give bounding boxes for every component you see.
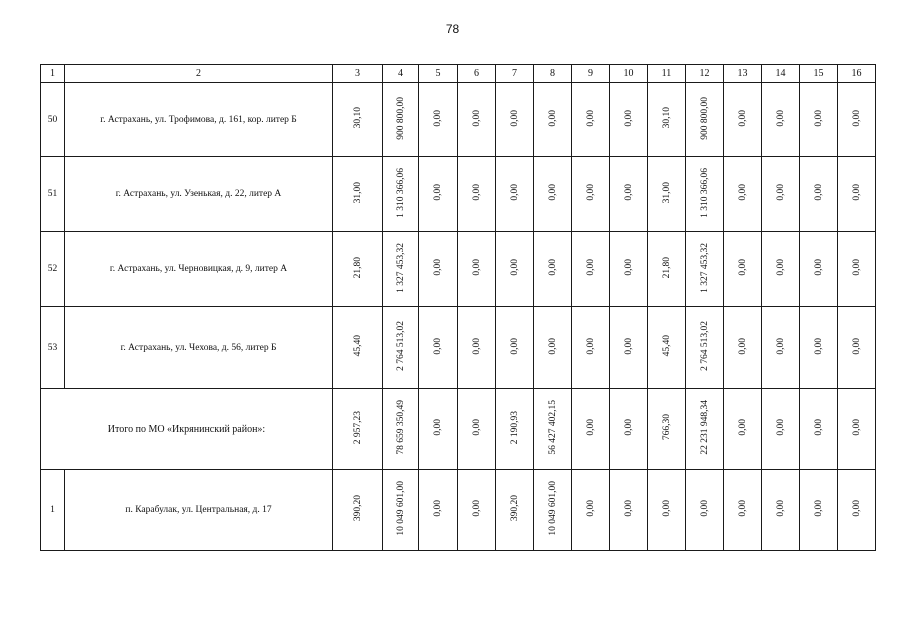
value-cell bbox=[419, 83, 458, 157]
value-cell bbox=[383, 232, 419, 307]
column-number: 16 bbox=[838, 65, 876, 83]
value-text: 2 957,23 bbox=[352, 410, 363, 445]
value-text: 10 049 601,00 bbox=[395, 481, 406, 536]
value-cell bbox=[534, 232, 572, 307]
value-text: 0,00 bbox=[509, 184, 520, 201]
value-cell bbox=[458, 83, 496, 157]
value-text: 0,00 bbox=[585, 419, 596, 436]
column-number: 12 bbox=[686, 65, 724, 83]
total-row bbox=[41, 389, 876, 470]
table-row bbox=[41, 470, 876, 551]
value-text: 0,00 bbox=[623, 419, 634, 436]
value-cell bbox=[383, 83, 419, 157]
value-text: 0,00 bbox=[433, 109, 443, 127]
value-text: 0,00 bbox=[775, 337, 786, 355]
value-cell bbox=[686, 470, 724, 551]
value-text: 0,00 bbox=[547, 337, 558, 355]
row-number: 53 bbox=[41, 307, 65, 389]
value-text: 10 049 601,00 bbox=[547, 481, 558, 536]
value-text: 0,00 bbox=[509, 109, 520, 127]
value-cell bbox=[648, 83, 686, 157]
value-cell bbox=[458, 157, 496, 232]
row-number: 52 bbox=[41, 232, 65, 307]
value-text: 31,00 bbox=[352, 181, 363, 204]
table-row bbox=[41, 83, 876, 157]
column-number: 5 bbox=[419, 65, 458, 83]
value-text: 1 310 366,06 bbox=[699, 167, 710, 218]
value-text: 0,00 bbox=[851, 259, 862, 276]
value-cell bbox=[496, 389, 534, 470]
value-cell bbox=[610, 307, 648, 389]
value-cell bbox=[838, 307, 876, 389]
value-text: 0,00 bbox=[775, 500, 786, 517]
value-cell bbox=[648, 389, 686, 470]
value-text: 30,10 bbox=[661, 107, 672, 129]
value-cell bbox=[572, 307, 610, 389]
value-cell bbox=[383, 389, 419, 470]
value-cell bbox=[496, 157, 534, 232]
value-text: 0,00 bbox=[509, 337, 520, 355]
column-number: 7 bbox=[496, 65, 534, 83]
value-cell bbox=[333, 307, 383, 389]
value-text: 0,00 bbox=[737, 109, 748, 127]
value-text: 22 231 948,34 bbox=[699, 400, 710, 455]
value-text: 21,80 bbox=[661, 256, 672, 279]
value-cell bbox=[572, 232, 610, 307]
value-cell bbox=[419, 157, 458, 232]
value-cell bbox=[762, 83, 800, 157]
value-text: 0,00 bbox=[471, 109, 482, 127]
value-cell bbox=[610, 157, 648, 232]
value-cell bbox=[496, 83, 534, 157]
value-text: 0,00 bbox=[851, 184, 862, 201]
value-text: 0,00 bbox=[471, 184, 482, 201]
column-number: 13 bbox=[724, 65, 762, 83]
value-cell bbox=[800, 389, 838, 470]
value-text: 0,00 bbox=[585, 184, 596, 201]
value-cell bbox=[838, 232, 876, 307]
value-cell bbox=[572, 470, 610, 551]
value-text: 0,00 bbox=[623, 109, 634, 127]
value-cell bbox=[686, 389, 724, 470]
value-text: 0,00 bbox=[813, 337, 824, 355]
value-text: 0,00 bbox=[585, 337, 596, 355]
value-cell bbox=[419, 389, 458, 470]
value-text: 0,00 bbox=[775, 184, 786, 201]
table-row bbox=[41, 157, 876, 232]
value-cell bbox=[383, 470, 419, 551]
value-text: 0,00 bbox=[737, 259, 748, 276]
address-cell: п. Карабулак, ул. Центральная, д. 17 bbox=[65, 470, 333, 551]
value-cell bbox=[838, 389, 876, 470]
value-text: 0,00 bbox=[813, 419, 824, 436]
column-number: 3 bbox=[333, 65, 383, 83]
address-cell: г. Астрахань, ул. Чехова, д. 56, литер Б bbox=[65, 307, 333, 389]
value-text: 0,00 bbox=[775, 109, 786, 127]
value-cell bbox=[762, 307, 800, 389]
value-text: 0,00 bbox=[547, 109, 558, 127]
value-cell bbox=[838, 83, 876, 157]
value-cell bbox=[496, 307, 534, 389]
value-text: 21,80 bbox=[352, 256, 363, 279]
value-cell bbox=[686, 83, 724, 157]
value-text: 0,00 bbox=[623, 259, 634, 276]
value-text: 766,30 bbox=[661, 414, 672, 441]
table-row bbox=[41, 307, 876, 389]
value-cell bbox=[534, 307, 572, 389]
value-cell bbox=[800, 307, 838, 389]
total-label: Итого по МО «Икрянинский район»: bbox=[41, 389, 333, 470]
value-cell bbox=[800, 470, 838, 551]
column-number: 9 bbox=[572, 65, 610, 83]
value-cell bbox=[419, 470, 458, 551]
value-text: 0,00 bbox=[813, 184, 824, 201]
column-number: 14 bbox=[762, 65, 800, 83]
value-cell bbox=[762, 470, 800, 551]
value-cell bbox=[686, 232, 724, 307]
value-cell bbox=[648, 307, 686, 389]
value-cell bbox=[800, 83, 838, 157]
value-cell bbox=[762, 232, 800, 307]
value-text: 1 327 453,32 bbox=[699, 242, 710, 293]
value-text: 30,10 bbox=[352, 107, 363, 129]
column-number: 6 bbox=[458, 65, 496, 83]
value-cell bbox=[648, 232, 686, 307]
value-cell bbox=[458, 389, 496, 470]
value-text: 0,00 bbox=[737, 500, 748, 517]
row-number: 1 bbox=[41, 470, 65, 551]
value-cell bbox=[534, 157, 572, 232]
value-text: 0,00 bbox=[851, 500, 862, 517]
column-number: 10 bbox=[610, 65, 648, 83]
value-text: 0,00 bbox=[585, 109, 596, 127]
value-cell bbox=[610, 83, 648, 157]
value-text: 390,20 bbox=[509, 495, 520, 522]
value-cell bbox=[648, 157, 686, 232]
value-text: 0,00 bbox=[851, 109, 862, 127]
value-cell bbox=[333, 157, 383, 232]
value-text: 0,00 bbox=[623, 184, 634, 201]
value-text: 0,00 bbox=[547, 184, 558, 201]
value-text: 0,00 bbox=[433, 184, 443, 201]
value-cell bbox=[724, 83, 762, 157]
value-cell bbox=[724, 307, 762, 389]
column-number: 15 bbox=[800, 65, 838, 83]
value-cell bbox=[333, 389, 383, 470]
value-text: 56 427 402,15 bbox=[547, 400, 558, 455]
value-text: 0,00 bbox=[433, 337, 443, 355]
value-cell bbox=[534, 83, 572, 157]
value-text: 0,00 bbox=[737, 337, 748, 355]
table-row bbox=[41, 232, 876, 307]
value-cell bbox=[610, 389, 648, 470]
column-number: 2 bbox=[65, 65, 333, 83]
column-number: 1 bbox=[41, 65, 65, 83]
value-cell bbox=[419, 232, 458, 307]
value-cell bbox=[686, 157, 724, 232]
value-cell bbox=[648, 470, 686, 551]
value-text: 0,00 bbox=[433, 500, 443, 517]
value-cell bbox=[724, 157, 762, 232]
value-text: 0,00 bbox=[471, 500, 482, 517]
value-text: 0,00 bbox=[813, 259, 824, 276]
value-cell bbox=[496, 232, 534, 307]
value-text: 900 800,00 bbox=[395, 96, 406, 140]
value-cell bbox=[572, 157, 610, 232]
value-cell bbox=[534, 389, 572, 470]
column-number-header-row bbox=[41, 65, 876, 83]
value-cell bbox=[458, 470, 496, 551]
value-text: 1 310 366,06 bbox=[395, 167, 406, 218]
value-cell bbox=[572, 83, 610, 157]
value-text: 0,00 bbox=[547, 259, 558, 276]
value-text: 390,20 bbox=[352, 495, 363, 522]
value-text: 2 190,93 bbox=[509, 410, 520, 445]
value-cell bbox=[800, 157, 838, 232]
value-text: 1 327 453,32 bbox=[395, 242, 406, 293]
register-table bbox=[40, 64, 876, 551]
value-cell bbox=[534, 470, 572, 551]
address-cell: г. Астрахань, ул. Черновицкая, д. 9, литер А bbox=[65, 232, 333, 307]
value-cell bbox=[838, 157, 876, 232]
value-text: 45,40 bbox=[352, 335, 363, 357]
value-cell bbox=[686, 307, 724, 389]
row-number: 51 bbox=[41, 157, 65, 232]
column-number: 8 bbox=[534, 65, 572, 83]
page-number: 78 bbox=[445, 22, 460, 36]
value-text: 0,00 bbox=[471, 419, 482, 436]
value-text: 0,00 bbox=[775, 419, 786, 436]
value-text: 0,00 bbox=[585, 259, 596, 276]
value-text: 900 800,00 bbox=[699, 96, 710, 140]
column-number: 11 bbox=[648, 65, 686, 83]
value-cell bbox=[419, 307, 458, 389]
value-cell bbox=[762, 157, 800, 232]
value-text: 2 764 513,02 bbox=[395, 321, 406, 371]
value-text: 0,00 bbox=[623, 337, 634, 355]
value-cell bbox=[762, 389, 800, 470]
value-cell bbox=[383, 307, 419, 389]
value-text: 0,00 bbox=[775, 259, 786, 276]
value-text: 0,00 bbox=[433, 419, 443, 436]
value-cell bbox=[724, 470, 762, 551]
value-text: 0,00 bbox=[471, 337, 482, 355]
value-cell bbox=[610, 470, 648, 551]
value-text: 0,00 bbox=[433, 259, 443, 276]
value-text: 31,00 bbox=[661, 181, 672, 204]
value-text: 0,00 bbox=[509, 259, 520, 276]
value-cell bbox=[572, 389, 610, 470]
value-cell bbox=[333, 232, 383, 307]
value-text: 0,00 bbox=[737, 419, 748, 436]
value-cell bbox=[383, 157, 419, 232]
value-cell bbox=[333, 470, 383, 551]
row-number: 50 bbox=[41, 83, 65, 157]
value-text: 0,00 bbox=[813, 500, 824, 517]
value-cell bbox=[610, 232, 648, 307]
value-cell bbox=[496, 470, 534, 551]
value-text: 0,00 bbox=[699, 500, 710, 517]
value-text: 0,00 bbox=[813, 109, 824, 127]
value-text: 78 659 350,49 bbox=[395, 400, 406, 455]
value-text: 45,40 bbox=[661, 335, 672, 357]
value-text: 0,00 bbox=[737, 184, 748, 201]
address-cell: г. Астрахань, ул. Трофимова, д. 161, кор. литер Б bbox=[65, 83, 333, 157]
column-number: 4 bbox=[383, 65, 419, 83]
value-text: 0,00 bbox=[851, 419, 862, 436]
address-cell: г. Астрахань, ул. Узенькая, д. 22, литер А bbox=[65, 157, 333, 232]
value-text: 0,00 bbox=[471, 259, 482, 276]
value-text: 0,00 bbox=[661, 500, 672, 517]
value-text: 2 764 513,02 bbox=[699, 321, 710, 371]
value-cell bbox=[800, 232, 838, 307]
value-text: 0,00 bbox=[585, 500, 596, 517]
value-cell bbox=[333, 83, 383, 157]
value-text: 0,00 bbox=[851, 337, 862, 355]
value-cell bbox=[724, 389, 762, 470]
value-cell bbox=[838, 470, 876, 551]
value-cell bbox=[724, 232, 762, 307]
value-cell bbox=[458, 307, 496, 389]
value-text: 0,00 bbox=[623, 500, 634, 517]
value-cell bbox=[458, 232, 496, 307]
